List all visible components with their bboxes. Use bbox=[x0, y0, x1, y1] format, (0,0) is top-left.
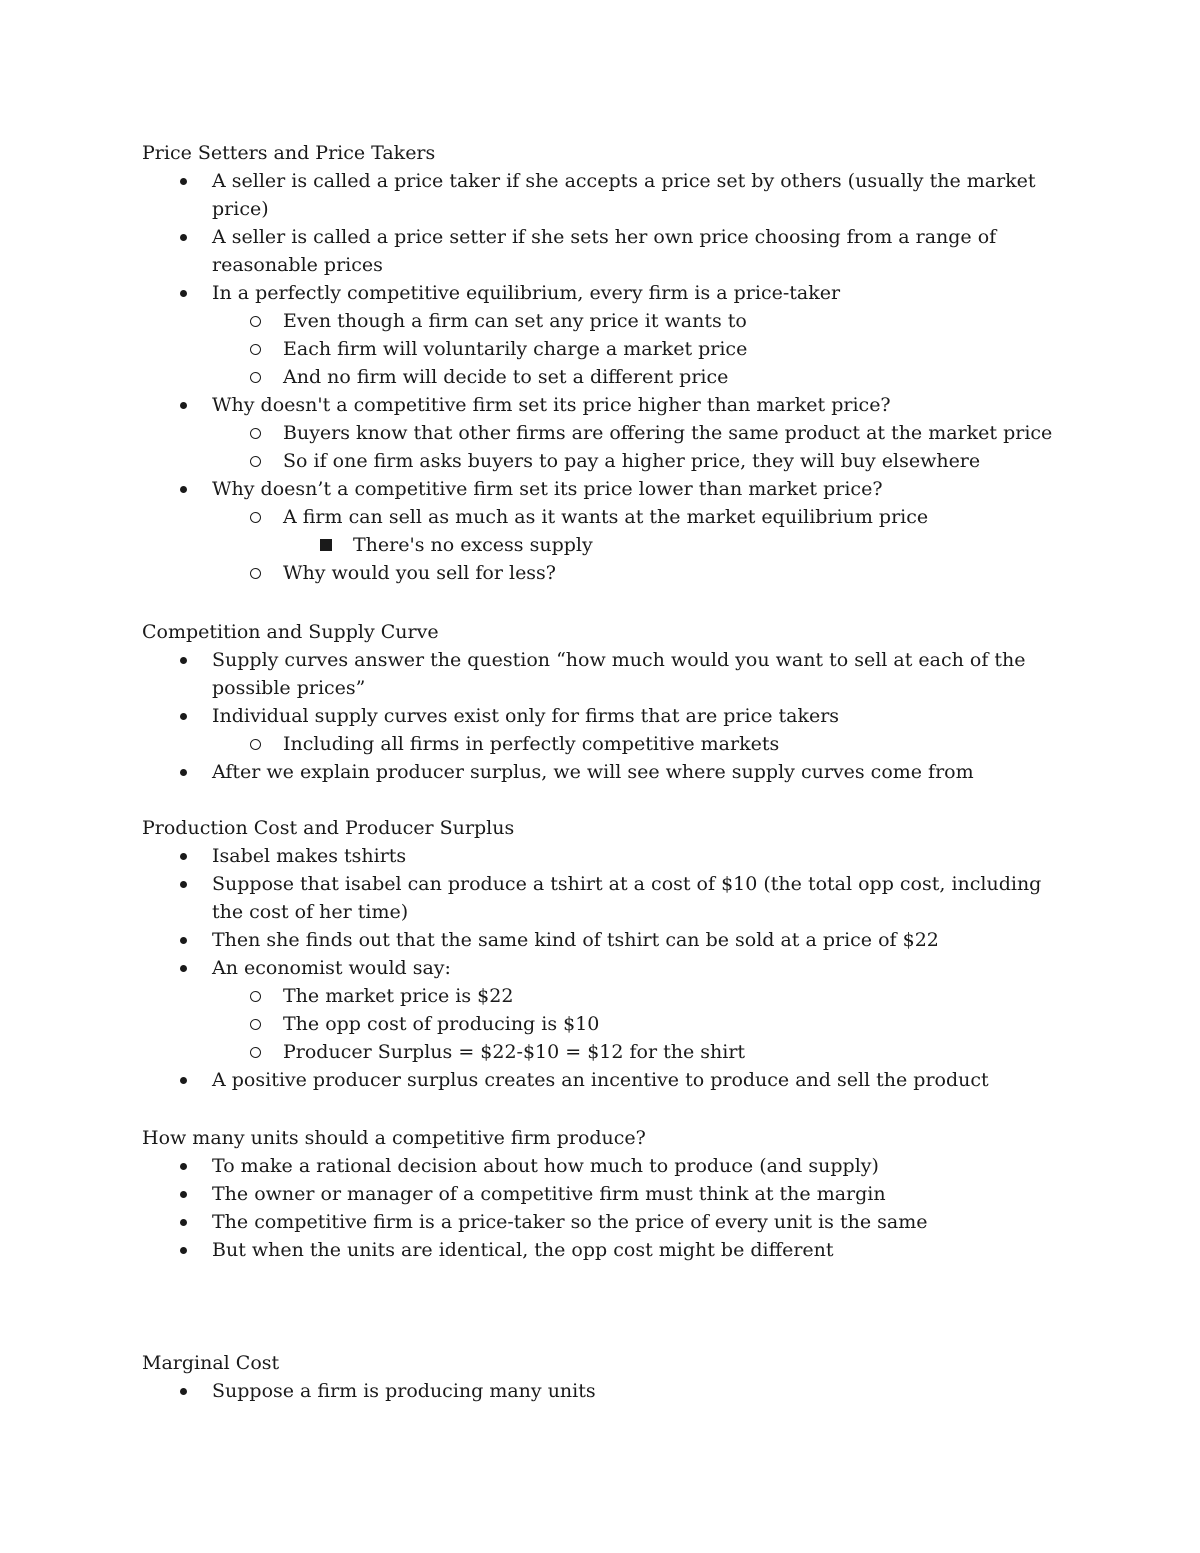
list-item-text: In a perfectly competitive equilibrium, every firm is a price-taker bbox=[212, 282, 841, 304]
bullet-ring-icon bbox=[248, 1038, 262, 1066]
list-item bbox=[142, 702, 1072, 730]
list-item-text: But when the units are identical, the opp cost might be different bbox=[212, 1239, 834, 1261]
list-item-text: The owner or manager of a competitive firm must think at the margin bbox=[212, 1183, 886, 1205]
list-item-text: Why would you sell for less? bbox=[283, 562, 556, 584]
bullet-dot-icon bbox=[176, 1208, 190, 1236]
list-item bbox=[142, 926, 1072, 954]
list-item bbox=[142, 758, 1072, 786]
list-item bbox=[142, 1180, 1072, 1208]
list-item-text: Suppose a firm is producing many units bbox=[212, 1380, 596, 1402]
list-item-text: An economist would say: bbox=[212, 957, 451, 979]
bullet-ring-icon bbox=[248, 982, 262, 1010]
bullet-square-icon bbox=[319, 531, 333, 559]
section-heading: Price Setters and Price Takers bbox=[142, 142, 436, 164]
list-item-text: Then she finds out that the same kind of tshirt can be sold at a price of $22 bbox=[212, 929, 939, 951]
list-item bbox=[142, 419, 1072, 447]
list-item bbox=[142, 954, 1072, 982]
list-item-text: So if one firm asks buyers to pay a higher price, they will buy elsewhere bbox=[283, 450, 981, 472]
bullet-list bbox=[142, 1152, 1072, 1264]
section-marginal-cost bbox=[142, 1349, 1072, 1405]
list-item-text: Producer Surplus = $22-$10 = $12 for the shirt bbox=[283, 1041, 746, 1063]
section-heading: Competition and Supply Curve bbox=[142, 621, 439, 643]
list-item bbox=[142, 1208, 1072, 1236]
bullet-dot-icon bbox=[176, 870, 190, 898]
list-item-text: Individual supply curves exist only for firms that are price takers bbox=[212, 705, 840, 727]
list-item-text: After we explain producer surplus, we will see where supply curves come from bbox=[212, 761, 974, 783]
list-item bbox=[142, 1236, 1072, 1264]
list-item-text: Why doesn't a competitive firm set its price higher than market price? bbox=[212, 394, 891, 416]
list-item-text: And no firm will decide to set a different price bbox=[283, 366, 729, 388]
bullet-ring-icon bbox=[248, 363, 262, 391]
list-item-text: To make a rational decision about how much to produce (and supply) bbox=[212, 1155, 879, 1177]
list-item bbox=[142, 167, 1072, 223]
section-how-many-units bbox=[142, 1124, 1072, 1264]
list-item-text: A seller is called a price taker if she accepts a price set by others (usually the market price) bbox=[212, 170, 1036, 220]
list-item-text: A seller is called a price setter if she sets her own price choosing from a range of reasonable prices bbox=[212, 226, 997, 276]
list-item bbox=[142, 391, 1072, 419]
bullet-list bbox=[142, 167, 1072, 587]
bullet-ring-icon bbox=[248, 419, 262, 447]
list-item bbox=[142, 503, 1072, 531]
list-item bbox=[142, 1377, 1072, 1405]
bullet-dot-icon bbox=[176, 842, 190, 870]
list-item bbox=[142, 842, 1072, 870]
section-heading: How many units should a competitive firm produce? bbox=[142, 1127, 646, 1149]
bullet-dot-icon bbox=[176, 1066, 190, 1094]
list-item-text: Even though a firm can set any price it wants to bbox=[283, 310, 747, 332]
list-item-text: Buyers know that other firms are offering the same product at the market price bbox=[283, 422, 1053, 444]
list-item bbox=[142, 730, 1072, 758]
bullet-ring-icon bbox=[248, 730, 262, 758]
list-item bbox=[142, 870, 1072, 926]
list-item bbox=[142, 646, 1072, 702]
bullet-dot-icon bbox=[176, 702, 190, 730]
bullet-dot-icon bbox=[176, 167, 190, 195]
list-item bbox=[142, 335, 1072, 363]
list-item bbox=[142, 363, 1072, 391]
bullet-ring-icon bbox=[248, 307, 262, 335]
list-item-text: The opp cost of producing is $10 bbox=[283, 1013, 600, 1035]
bullet-ring-icon bbox=[248, 559, 262, 587]
list-item bbox=[142, 531, 1072, 559]
section-heading: Production Cost and Producer Surplus bbox=[142, 817, 515, 839]
bullet-dot-icon bbox=[176, 1377, 190, 1405]
list-item-text: Supply curves answer the question “how much would you want to sell at each of the possible prices” bbox=[212, 649, 1026, 699]
bullet-dot-icon bbox=[176, 954, 190, 982]
list-item bbox=[142, 1010, 1072, 1038]
section-competition-supply-curve bbox=[142, 618, 1072, 786]
list-item bbox=[142, 475, 1072, 503]
list-item-text: Suppose that isabel can produce a tshirt at a cost of $10 (the total opp cost, including the cost of her time) bbox=[212, 873, 1042, 923]
list-item bbox=[142, 1066, 1072, 1094]
bullet-ring-icon bbox=[248, 1010, 262, 1038]
list-item-text: Including all firms in perfectly competitive markets bbox=[283, 733, 780, 755]
list-item-text: A positive producer surplus creates an incentive to produce and sell the product bbox=[212, 1069, 989, 1091]
list-item-text: Why doesn’t a competitive firm set its price lower than market price? bbox=[212, 478, 883, 500]
section-price-setters bbox=[142, 139, 1072, 587]
list-item bbox=[142, 982, 1072, 1010]
list-item bbox=[142, 223, 1072, 279]
bullet-dot-icon bbox=[176, 1152, 190, 1180]
bullet-dot-icon bbox=[176, 926, 190, 954]
list-item bbox=[142, 1038, 1072, 1066]
list-item-text: There's no excess supply bbox=[353, 534, 593, 556]
section-production-cost bbox=[142, 814, 1072, 1094]
list-item bbox=[142, 447, 1072, 475]
list-item-text: The market price is $22 bbox=[283, 985, 514, 1007]
bullet-ring-icon bbox=[248, 503, 262, 531]
bullet-dot-icon bbox=[176, 758, 190, 786]
bullet-dot-icon bbox=[176, 223, 190, 251]
bullet-dot-icon bbox=[176, 391, 190, 419]
list-item bbox=[142, 559, 1072, 587]
bullet-dot-icon bbox=[176, 279, 190, 307]
list-item bbox=[142, 1152, 1072, 1180]
bullet-ring-icon bbox=[248, 447, 262, 475]
list-item-text: Isabel makes tshirts bbox=[212, 845, 407, 867]
list-item bbox=[142, 307, 1072, 335]
list-item bbox=[142, 279, 1072, 307]
bullet-list bbox=[142, 842, 1072, 1094]
bullet-dot-icon bbox=[176, 1236, 190, 1264]
bullet-dot-icon bbox=[176, 646, 190, 674]
bullet-dot-icon bbox=[176, 475, 190, 503]
list-item-text: The competitive firm is a price-taker so the price of every unit is the same bbox=[212, 1211, 928, 1233]
bullet-list bbox=[142, 646, 1072, 786]
bullet-ring-icon bbox=[248, 335, 262, 363]
bullet-list bbox=[142, 1377, 1072, 1405]
list-item-text: A firm can sell as much as it wants at the market equilibrium price bbox=[283, 506, 929, 528]
list-item-text: Each firm will voluntarily charge a market price bbox=[283, 338, 748, 360]
section-heading: Marginal Cost bbox=[142, 1352, 280, 1374]
bullet-dot-icon bbox=[176, 1180, 190, 1208]
